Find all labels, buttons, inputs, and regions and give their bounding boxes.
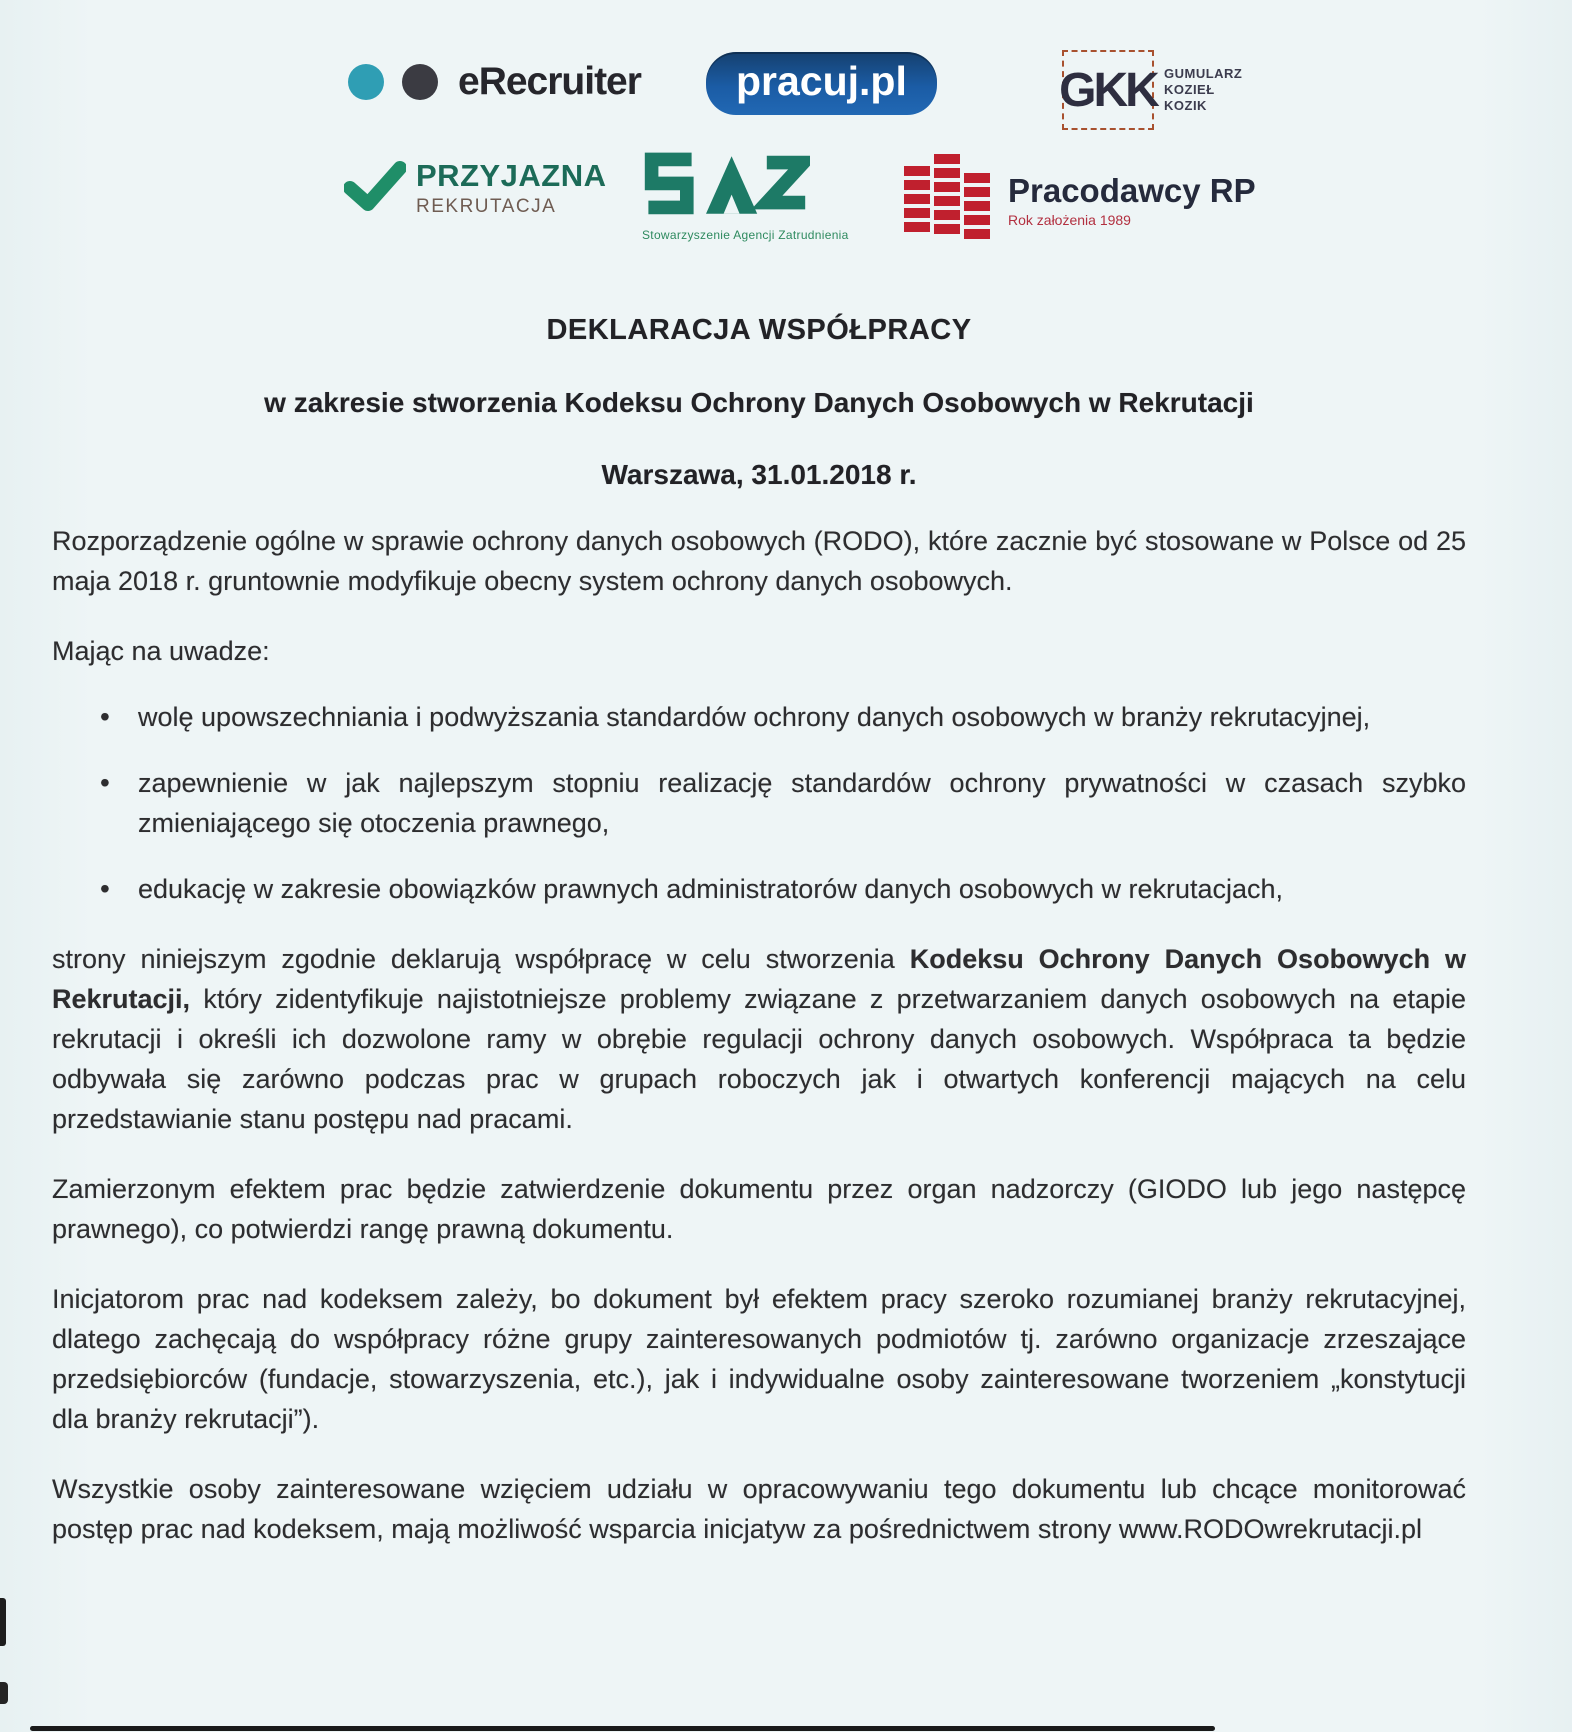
bullet-item: • edukację w zakresie obowiązków prawnych administratorów danych osobowych w rekrutacjach, bbox=[100, 869, 1466, 909]
scan-artifact bbox=[30, 1726, 1215, 1731]
document-body bbox=[0, 314, 1572, 1549]
document-title: DEKLARACJA WSPÓŁPRACY bbox=[546, 314, 972, 346]
scan-artifact bbox=[0, 1682, 8, 1704]
pracuj-logo-text: pracuj.pl bbox=[736, 58, 907, 104]
bricks-icon bbox=[902, 152, 992, 248]
bullet-item: • zapewnienie w jak najlepszym stopniu realizację standardów ochrony prywatności w czasach szybko zmieniającego się otoczenia prawnego, bbox=[100, 763, 1466, 843]
erecruiter-logo-text: eRecruiter bbox=[458, 60, 641, 103]
rekrutacja-logo-text: REKRUTACJA bbox=[416, 196, 557, 217]
document-dateline: Warszawa, 31.01.2018 r. bbox=[601, 459, 917, 490]
gkk-name-line: KOZIEŁ bbox=[1164, 82, 1215, 97]
paragraph-participation: Wszystkie osoby zainteresowane wzięciem udziału w opracowywaniu tego dokumentu lub chcące monitorować postęp prac nad kodeksem, mają możliwość wsparcia inicjatyw za pośrednictwem strony www.RODOwrekrutacji.pl bbox=[52, 1474, 1466, 1544]
paragraph-initiators: Inicjatorom prac nad kodeksem zależy, bo dokument był efektem pracy szeroko rozumianej branży rekrutacyjnej, dlatego zachęcają do współpracy różne grupy zainteresowanych podmiotów tj. zarówno organizacje zrzeszające przedsiębiorców (fundacje, stowarzyszenia, etc.), jak i indywidualne osoby zainteresowane tworzeniem „konstytucji dla branży rekrutacji”). bbox=[52, 1284, 1466, 1434]
saz-letters-icon bbox=[642, 148, 810, 222]
document-subtitle: w zakresie stworzenia Kodeksu Ochrony Danych Osobowych w Rekrutacji bbox=[264, 387, 1254, 418]
gkk-acronym-text: GKK bbox=[1059, 63, 1157, 117]
scan-artifact bbox=[0, 1598, 6, 1646]
gkk-logo bbox=[1059, 50, 1243, 130]
erecruiter-teal-dot-icon bbox=[348, 64, 384, 100]
paragraph-lead-in: Mając na uwadze: bbox=[52, 636, 270, 666]
checkmark-icon bbox=[344, 158, 406, 216]
pracodawcy-subtitle-text: Rok założenia 1989 bbox=[1008, 212, 1131, 228]
gkk-name-line: KOZIK bbox=[1164, 98, 1207, 113]
gkk-dashed-box bbox=[1059, 50, 1157, 130]
gkk-name-line: GUMULARZ bbox=[1164, 66, 1243, 81]
declaration-post-text: który zidentyfikuje najistotniejsze problemy związane z przetwarzaniem danych osobowych na etapie rekrutacji i określi ich dozwolone ramy w obrębie regulacji ochrony danych osobowych. Współpraca ta będzie odbywała się zarówno podczas prac w grupach roboczych jak i otwartych konferencji mających na celu przedstawianie stanu postępu nad pracami. bbox=[52, 984, 1466, 1134]
erecruiter-logo bbox=[348, 60, 641, 104]
pracodawcy-logo-text: Pracodawcy RP bbox=[1008, 172, 1256, 209]
declaration-bold-text: Kodeksu Ochrony Danych Osobowych w Rekrutacji, bbox=[52, 944, 1466, 1014]
erecruiter-dark-dot-icon bbox=[402, 64, 438, 100]
pracuj-pill bbox=[706, 52, 937, 115]
logo-band bbox=[0, 0, 1572, 272]
saz-subtitle-text: Stowarzyszenie Agencji Zatrudnienia bbox=[642, 228, 849, 242]
przyjazna-rekrutacja-logo bbox=[344, 158, 607, 218]
saz-logo bbox=[642, 148, 849, 242]
przyjazna-logo-text: PRZYJAZNA bbox=[416, 158, 607, 193]
gkk-firm-names bbox=[1164, 50, 1242, 130]
paragraph-declaration bbox=[52, 939, 1466, 1139]
considerations-list bbox=[52, 697, 1466, 909]
paragraph-intended-effect: Zamierzonym efektem prac będzie zatwierdzenie dokumentu przez organ nadzorczy (GIODO lub jego następcę prawnego), co potwierdzi rangę prawną dokumentu. bbox=[52, 1174, 1466, 1244]
pracodawcy-rp-logo bbox=[902, 152, 1256, 248]
pracuj-logo bbox=[706, 52, 937, 115]
paragraph-rodo-intro: Rozporządzenie ogólne w sprawie ochrony danych osobowych (RODO), które zacznie być stosowane w Polsce od 25 maja 2018 r. gruntownie modyfikuje obecny system ochrony danych osobowych. bbox=[52, 526, 1466, 596]
declaration-pre-text: strony niniejszym zgodnie deklarują współpracę w celu stworzenia bbox=[52, 944, 910, 974]
bullet-item: • wolę upowszechniania i podwyższania standardów ochrony danych osobowych w branży rekrutacyjnej, bbox=[100, 697, 1466, 737]
